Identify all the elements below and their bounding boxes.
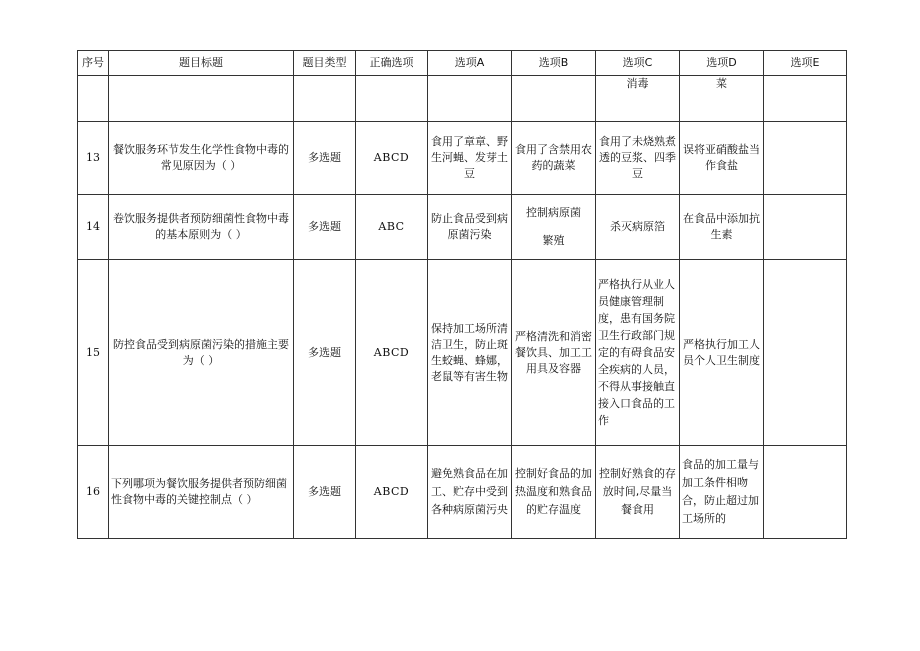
cell-option-a: [428, 76, 512, 122]
header-option-c: 选项C: [596, 51, 680, 76]
cell-answer: ABCD: [356, 122, 428, 195]
question-row-14: [78, 195, 847, 260]
cell-option-d: 食品的加工量与加工条件相吻合，防止超过加工场所的: [680, 446, 764, 539]
cell-option-d: 菜: [680, 76, 764, 122]
question-row-13: [78, 122, 847, 195]
cell-option-b: [512, 195, 596, 260]
cell-option-c: 消毒: [596, 76, 680, 122]
header-option-d: 选项D: [680, 51, 764, 76]
header-answer: 正确选项: [356, 51, 428, 76]
cell-option-a: 保持加工场所清洁卫生，防止斑生蛟蝇、蜂娜，老鼠等有害生物: [428, 260, 512, 446]
cell-option-a: 避免熟食品在加工、贮存中受到各种病原菌污央: [428, 446, 512, 539]
cell-num: 15: [78, 260, 109, 446]
cell-option-e: [764, 446, 847, 539]
option-b-line1: 控制病原菌: [526, 206, 581, 219]
header-option-e: 选项E: [764, 51, 847, 76]
cell-option-c: 严格执行从业人员健康管理制度，患有国务院卫生行政部门规定的有碍食品安全疾病的人员，不得从事接触直接入口食品的工作: [596, 260, 680, 446]
cell-option-a: 食用了章章、野生河蝇、发芽土豆: [428, 122, 512, 195]
cell-type: 多选题: [294, 122, 356, 195]
cell-option-b: 食用了含禁用农药的蔬菜: [512, 122, 596, 195]
header-title: 题目标题: [109, 51, 294, 76]
cell-num: 16: [78, 446, 109, 539]
cell-num: 14: [78, 195, 109, 260]
cell-option-d: 在食品中添加抗生素: [680, 195, 764, 260]
question-row-15: [78, 260, 847, 446]
cell-title: 防控食品受到病原菌污染的措施主要为（ ）: [109, 260, 294, 446]
cell-title: [109, 76, 294, 122]
cell-type: [294, 76, 356, 122]
cell-option-e: [764, 195, 847, 260]
cell-option-e: [764, 260, 847, 446]
option-b-line2: 繁殖: [542, 234, 565, 247]
cell-option-c: 食用了未烧熟煮透的豆浆、四季豆: [596, 122, 680, 195]
header-type: 题目类型: [294, 51, 356, 76]
cell-num: 13: [78, 122, 109, 195]
header-num: 序号: [78, 51, 109, 76]
question-table: [77, 50, 847, 539]
header-option-a: 选项A: [428, 51, 512, 76]
header-option-b: 选项B: [512, 51, 596, 76]
question-row-16: [78, 446, 847, 539]
cell-title: 餐饮服务环节发生化学性食物中毒的常见原因为（ ）: [109, 122, 294, 195]
cell-option-c: 控制好熟食的存放时间,尽量当餐食用: [596, 446, 680, 539]
header-row: [78, 51, 847, 76]
cell-answer: ABC: [356, 195, 428, 260]
cell-option-e: [764, 76, 847, 122]
cell-answer: ABCD: [356, 446, 428, 539]
cell-option-a: 防止食品受到病原菌污染: [428, 195, 512, 260]
cell-option-d: 误将亚硝酸盐当作食盐: [680, 122, 764, 195]
cell-option-b: 控制好食品的加热温度和熟食品的贮存温度: [512, 446, 596, 539]
continued-row: [78, 76, 847, 122]
cell-option-b: 严格清洗和消密餐饮具、加工工用具及容器: [512, 260, 596, 446]
cell-option-e: [764, 122, 847, 195]
cell-option-d: 严格执行加工人员个人卫生制度: [680, 260, 764, 446]
cell-answer: [356, 76, 428, 122]
cell-type: 多选题: [294, 446, 356, 539]
cell-answer: ABCD: [356, 260, 428, 446]
cell-title: 卷饮服务提供者预防细菌性食物中毒的基本原则为（ ）: [109, 195, 294, 260]
cell-type: 多选题: [294, 195, 356, 260]
cell-option-c: 杀灭病原箔: [596, 195, 680, 260]
cell-num: [78, 76, 109, 122]
cell-option-b: [512, 76, 596, 122]
cell-title: 下列哪项为餐饮服务提供者预防细菌性食物中毒的关键控制点（ ）: [109, 446, 294, 539]
cell-type: 多选题: [294, 260, 356, 446]
